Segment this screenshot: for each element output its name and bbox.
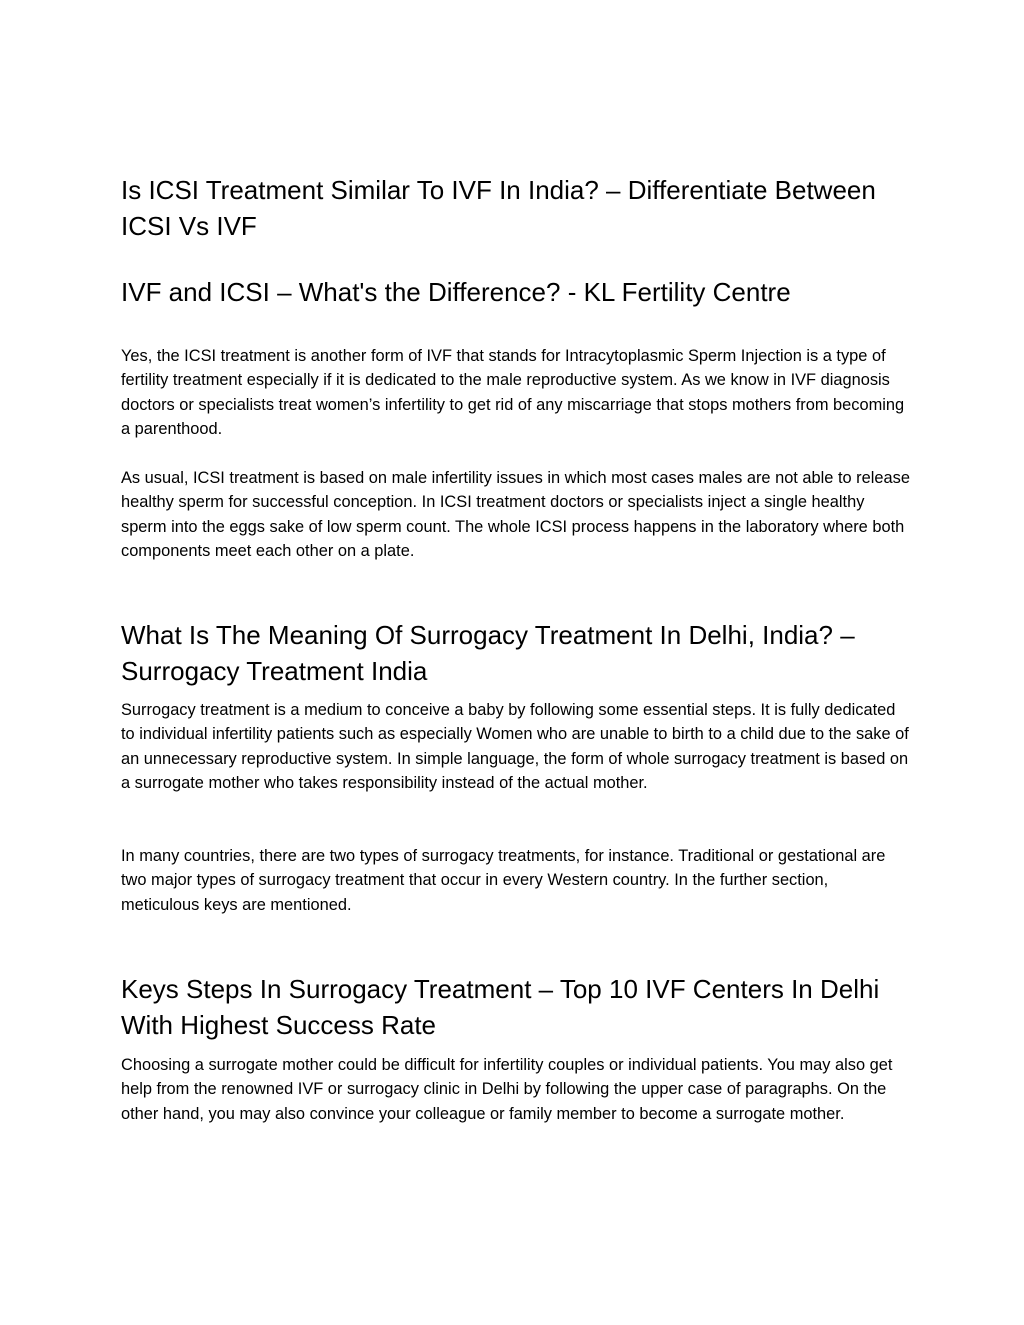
section-heading-surrogacy-meaning: What Is The Meaning Of Surrogacy Treatment In Delhi, India? – Surrogacy Treatment India <box>121 620 855 686</box>
paragraph-icsi-process: As usual, ICSI treatment is based on male infertility issues in which most cases males are not able to release healthy sperm for successful conception. In ICSI treatment doctors or specialists inject a single healthy sperm into the eggs sake of low sperm count. The whole ICSI process happens in the laboratory where both components meet each other on a plate. <box>121 469 910 561</box>
document-title: Is ICSI Treatment Similar To IVF In India? – Differentiate Between ICSI Vs IVF <box>121 175 876 241</box>
document-subtitle: IVF and ICSI – What's the Difference? - KL Fertility Centre <box>121 277 791 307</box>
paragraph-icsi-definition: Yes, the ICSI treatment is another form of IVF that stands for Intracytoplasmic Sperm Injection is a type of fertility treatment especially if it is dedicated to the male reproductive system. As we know in IVF diagnosis doctors or specialists treat women’s infertility to get rid of any miscarriage that stops mothers from becoming a parenthood. <box>121 347 905 439</box>
paragraph-surrogacy-definition: Surrogacy treatment is a medium to conceive a baby by following some essential steps. It is fully dedicated to individual infertility patients such as especially Women who are unable to birth to a child due to the sake of an unnecessary reproductive system. In simple language, the form of whole surrogacy treatment is based on a surrogate mother who takes responsibility instead of the actual mother. <box>121 701 909 793</box>
section-heading-surrogacy-steps: Keys Steps In Surrogacy Treatment – Top 10 IVF Centers In Delhi With Highest Success Rate <box>121 974 880 1040</box>
paragraph-surrogacy-types: In many countries, there are two types of surrogacy treatments, for instance. Traditional or gestational are two major types of surrogacy treatment that occur in every Western country. In the further section, meticulous keys are mentioned. <box>121 847 886 914</box>
paragraph-choosing-surrogate: Choosing a surrogate mother could be difficult for infertility couples or individual patients. You may also get help from the renowned IVF or surrogacy clinic in Delhi by following the upper case of paragraphs. On the other hand, you may also convince your colleague or family member to become a surrogate mother. <box>121 1056 893 1123</box>
